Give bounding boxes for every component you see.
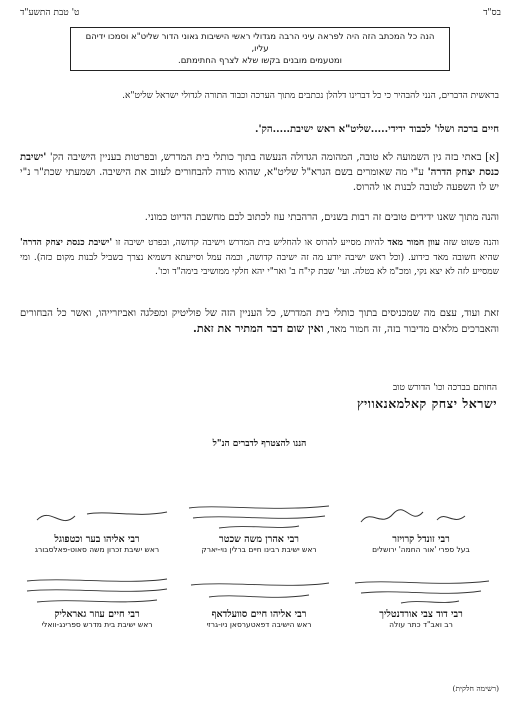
signatory-title: ראש הישיבה דפאטערסאן ניו-גרזי [206, 620, 312, 629]
partial-list-note: (רשימה חלקית) [452, 684, 499, 693]
signature-block-3 [17, 500, 177, 554]
p1-text-a: [א] באתי בזה גין השמועה לא טובה, המהומה הגדולה הנעשה בתוך כותלי בית המדרש, ובפרטות בעניין הישיבה הק' [46, 152, 499, 163]
p3-text-c: להיות מסייע להרוס או להחליש בית המדרש וישיבה קדושה, ובפרט ישיבה זו [112, 238, 388, 248]
signatory-name: רבי דוד צבי אורדנטליך [379, 609, 463, 620]
handwritten-signature [17, 575, 177, 609]
handwritten-signature [179, 500, 339, 534]
signatory-title: בעל ספרי 'אור החמה' ירושלים [372, 545, 470, 554]
handwritten-signature [341, 575, 501, 609]
signatory-title: רב ואב"ד כתר עולה [389, 620, 453, 629]
notice-line-2: ומטעמים מובנים בקשו שלא לצרף החתימתם. [178, 56, 342, 66]
notice-line-1: הנה כל המכתב הזה היה לפראה עיני הרבה מגדולי ראשי הישיבות גאוני הדור שליט"א וסמכו ידיהם עליו, [85, 32, 435, 54]
p4-emphasis: ואין שום דבר המתיר את זאת. [193, 322, 324, 335]
signatory-name: רבי אליהו חיים סוועלדאף [211, 609, 307, 620]
p3-text-e: שהיא חשובה מאד כידוע. (וכל ראש ישיבה יודע מה זה ישיבה קדושה, וכמה עמל וסייעתא דשמיא נצרך בשביל לבנות מקום כזה). ומי שמסייע לזה לא יצא נקי, ומכ"מ לא בטלה. ועי' שבת קי"ח ב' ואר"י יהא חלקי ממושיבי בימה"ד וכו'. [20, 252, 499, 277]
handwritten-signature [17, 500, 177, 534]
paragraph-1 [20, 150, 499, 195]
handwritten-signature [179, 575, 339, 609]
signature-block-5 [179, 575, 339, 629]
signature-block-1 [341, 500, 501, 554]
sender-name: ישראל יצחק קאלמאנאוויץ [356, 396, 497, 411]
greeting: חיים ברכה ושלו' לכבוד ידידי.....שליט"א ראש ישיבת.....הק'. [254, 124, 499, 135]
p1-yeshiva-name: 'ישיבת כנסת יצחק הדרה' [20, 152, 499, 178]
signature-block-4 [341, 575, 501, 629]
paragraph-2: והנה מתוך שאנו ידידים טובים זה רבות בשנים, הרהבתי עוז לכתוב לכם מחשבת הדיוט כמוני. [144, 212, 499, 223]
p3-text-a: והנה פשוט שזה [439, 238, 499, 248]
p4-text-a: זאת ועוד, עצם מה שמכניסים בתוך כותלי בית המדרש, כל העניין הזה של פוליטיק ומפלגה ואביזרייהו, ואשר כל הבחורים והאברכים מלאים מדיבור בזה, זה חמור מאד, [20, 308, 499, 335]
signatory-name: רבי חיים עוזר גאראליק [54, 609, 140, 620]
signatory-title: ראש ישיבת בית מדרש ספרינג-וואלי [41, 620, 153, 629]
intro-text: בראשית הדברים, הנני להבהיר כי כל דברינו דלהלן נכתבים מתוך הערכה וכבוד התורה לגדולי ישראל שליט"א. [122, 91, 499, 101]
header-bsd: בס"ד [483, 8, 501, 18]
signatory-name: רבי אהרן משה שכטר [219, 534, 299, 545]
signatory-title: ראש ישיבת רבינו חיים ברלין נוי-יארק [201, 545, 317, 554]
joint-endorsement-title: הננו להצטרף לדברים הנ"ל [212, 439, 307, 449]
signatory-name: רבי זונדל קרויזר [392, 534, 450, 545]
notice-box [70, 27, 450, 71]
signature-block-6 [17, 575, 177, 629]
handwritten-signature [341, 500, 501, 534]
paragraph-3 [20, 236, 499, 280]
p3-yeshiva-name: 'ישיבת כנסת יצחק הדרה' [20, 238, 113, 248]
signatory-name: רבי אליהו בער וכטפוגל [54, 534, 140, 545]
signature-block-2 [179, 500, 339, 554]
closing-line: החותם בברכה וכו' הדורש טוב [392, 383, 497, 393]
paragraph-4 [20, 306, 499, 337]
p3-emphasis: עוון חמור מאד [387, 238, 440, 248]
header-date: ט' טבת התשע"ד [20, 8, 80, 18]
signatory-title: ראש ישיבת זכרון משה סאוט-פאלסבורג [34, 545, 160, 554]
p1-text-c: ע"י מה שאומרים בשם הגרא"ל שליט"א, שהוא מורה להבחורים לעזוב את הישיבה. ושמעתי שכת"ר נ"י יש לו השפעה לטובה לבנות או להרוס. [20, 167, 499, 193]
